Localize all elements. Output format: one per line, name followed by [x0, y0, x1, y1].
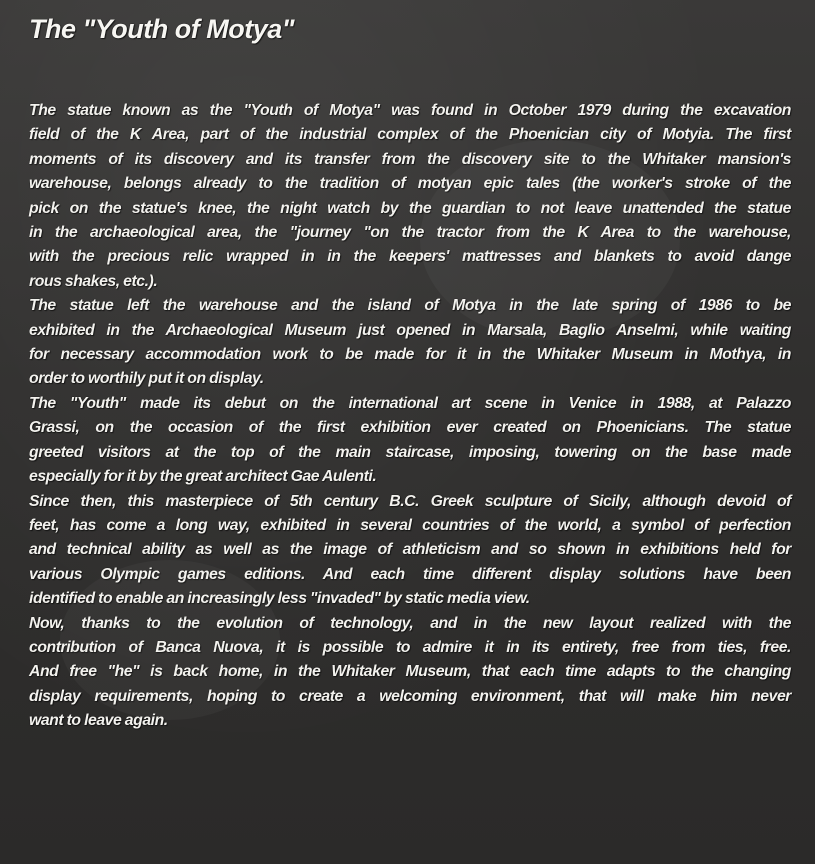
- text-line: for necessary accommodation work to be made for it in the Whitaker Museum in Mothya, in: [29, 346, 791, 364]
- text-line: in the archaeological area, the "journey "on the tractor from the K Area to the warehouse,: [29, 224, 791, 242]
- text-line: pick on the statue's knee, the night watch by the guardian to not leave unattended the statue: [29, 199, 791, 217]
- text-line: want to leave again.: [29, 712, 168, 730]
- text-line: The statue left the warehouse and the island of Motya in the late spring of 1986 to be: [29, 297, 791, 315]
- text-line: field of the K Area, part of the industrial complex of the Phoenician city of Motyia. The first: [29, 126, 791, 144]
- text-line: various Olympic games editions. And each time different display solutions have been: [29, 565, 791, 583]
- text-line: Now, thanks to the evolution of technology, and in the new layout realized with the: [29, 614, 791, 632]
- text-line: and technical ability as well as the image of athleticism and so shown in exhibitions held for: [29, 541, 791, 559]
- text-line: Since then, this masterpiece of 5th century B.C. Greek sculpture of Sicily, although devoid of: [29, 492, 791, 510]
- text-line: feet, has come a long way, exhibited in several countries of the world, a symbol of perfection: [29, 516, 791, 534]
- text-line: with the precious relic wrapped in in the keepers' mattresses and blankets to avoid dange: [29, 248, 791, 266]
- text-line: rous shakes, etc.).: [29, 272, 158, 290]
- text-line: moments of its discovery and its transfer from the discovery site to the Whitaker mansion's: [29, 150, 791, 168]
- text-line: display requirements, hoping to create a welcoming environment, that will make him never: [29, 687, 791, 705]
- text-line: The statue known as the "Youth of Motya" was found in October 1979 during the excavation: [29, 102, 791, 119]
- text-line: especially for it by the great architect Gae Aulenti.: [29, 468, 377, 486]
- text-line: contribution of Banca Nuova, it is possible to admire it in its entirety, free from ties, free.: [29, 638, 791, 656]
- sign-body-text: [29, 99, 795, 734]
- text-line: greeted visitors at the top of the main staircase, imposing, towering on the base made: [29, 443, 791, 461]
- text-line: And free "he" is back home, in the Whitaker Museum, that each time adapts to the changing: [29, 663, 791, 681]
- text-line: identified to enable an increasingly less "invaded" by static media view.: [29, 590, 530, 608]
- text-line: Grassi, on the occasion of the first exhibition ever created on Phoenicians. The statue: [29, 419, 791, 437]
- sign-title: The "Youth of Motya": [29, 14, 295, 44]
- text-line: order to worthily put it on display.: [29, 370, 264, 388]
- text-line: The "Youth" made its debut on the international art scene in Venice in 1988, at Palazzo: [29, 394, 791, 412]
- text-line: warehouse, belongs already to the tradition of motyan epic tales (the worker's stroke of the: [29, 175, 791, 193]
- text-line: exhibited in the Archaeological Museum just opened in Marsala, Baglio Anselmi, while waiting: [29, 321, 791, 339]
